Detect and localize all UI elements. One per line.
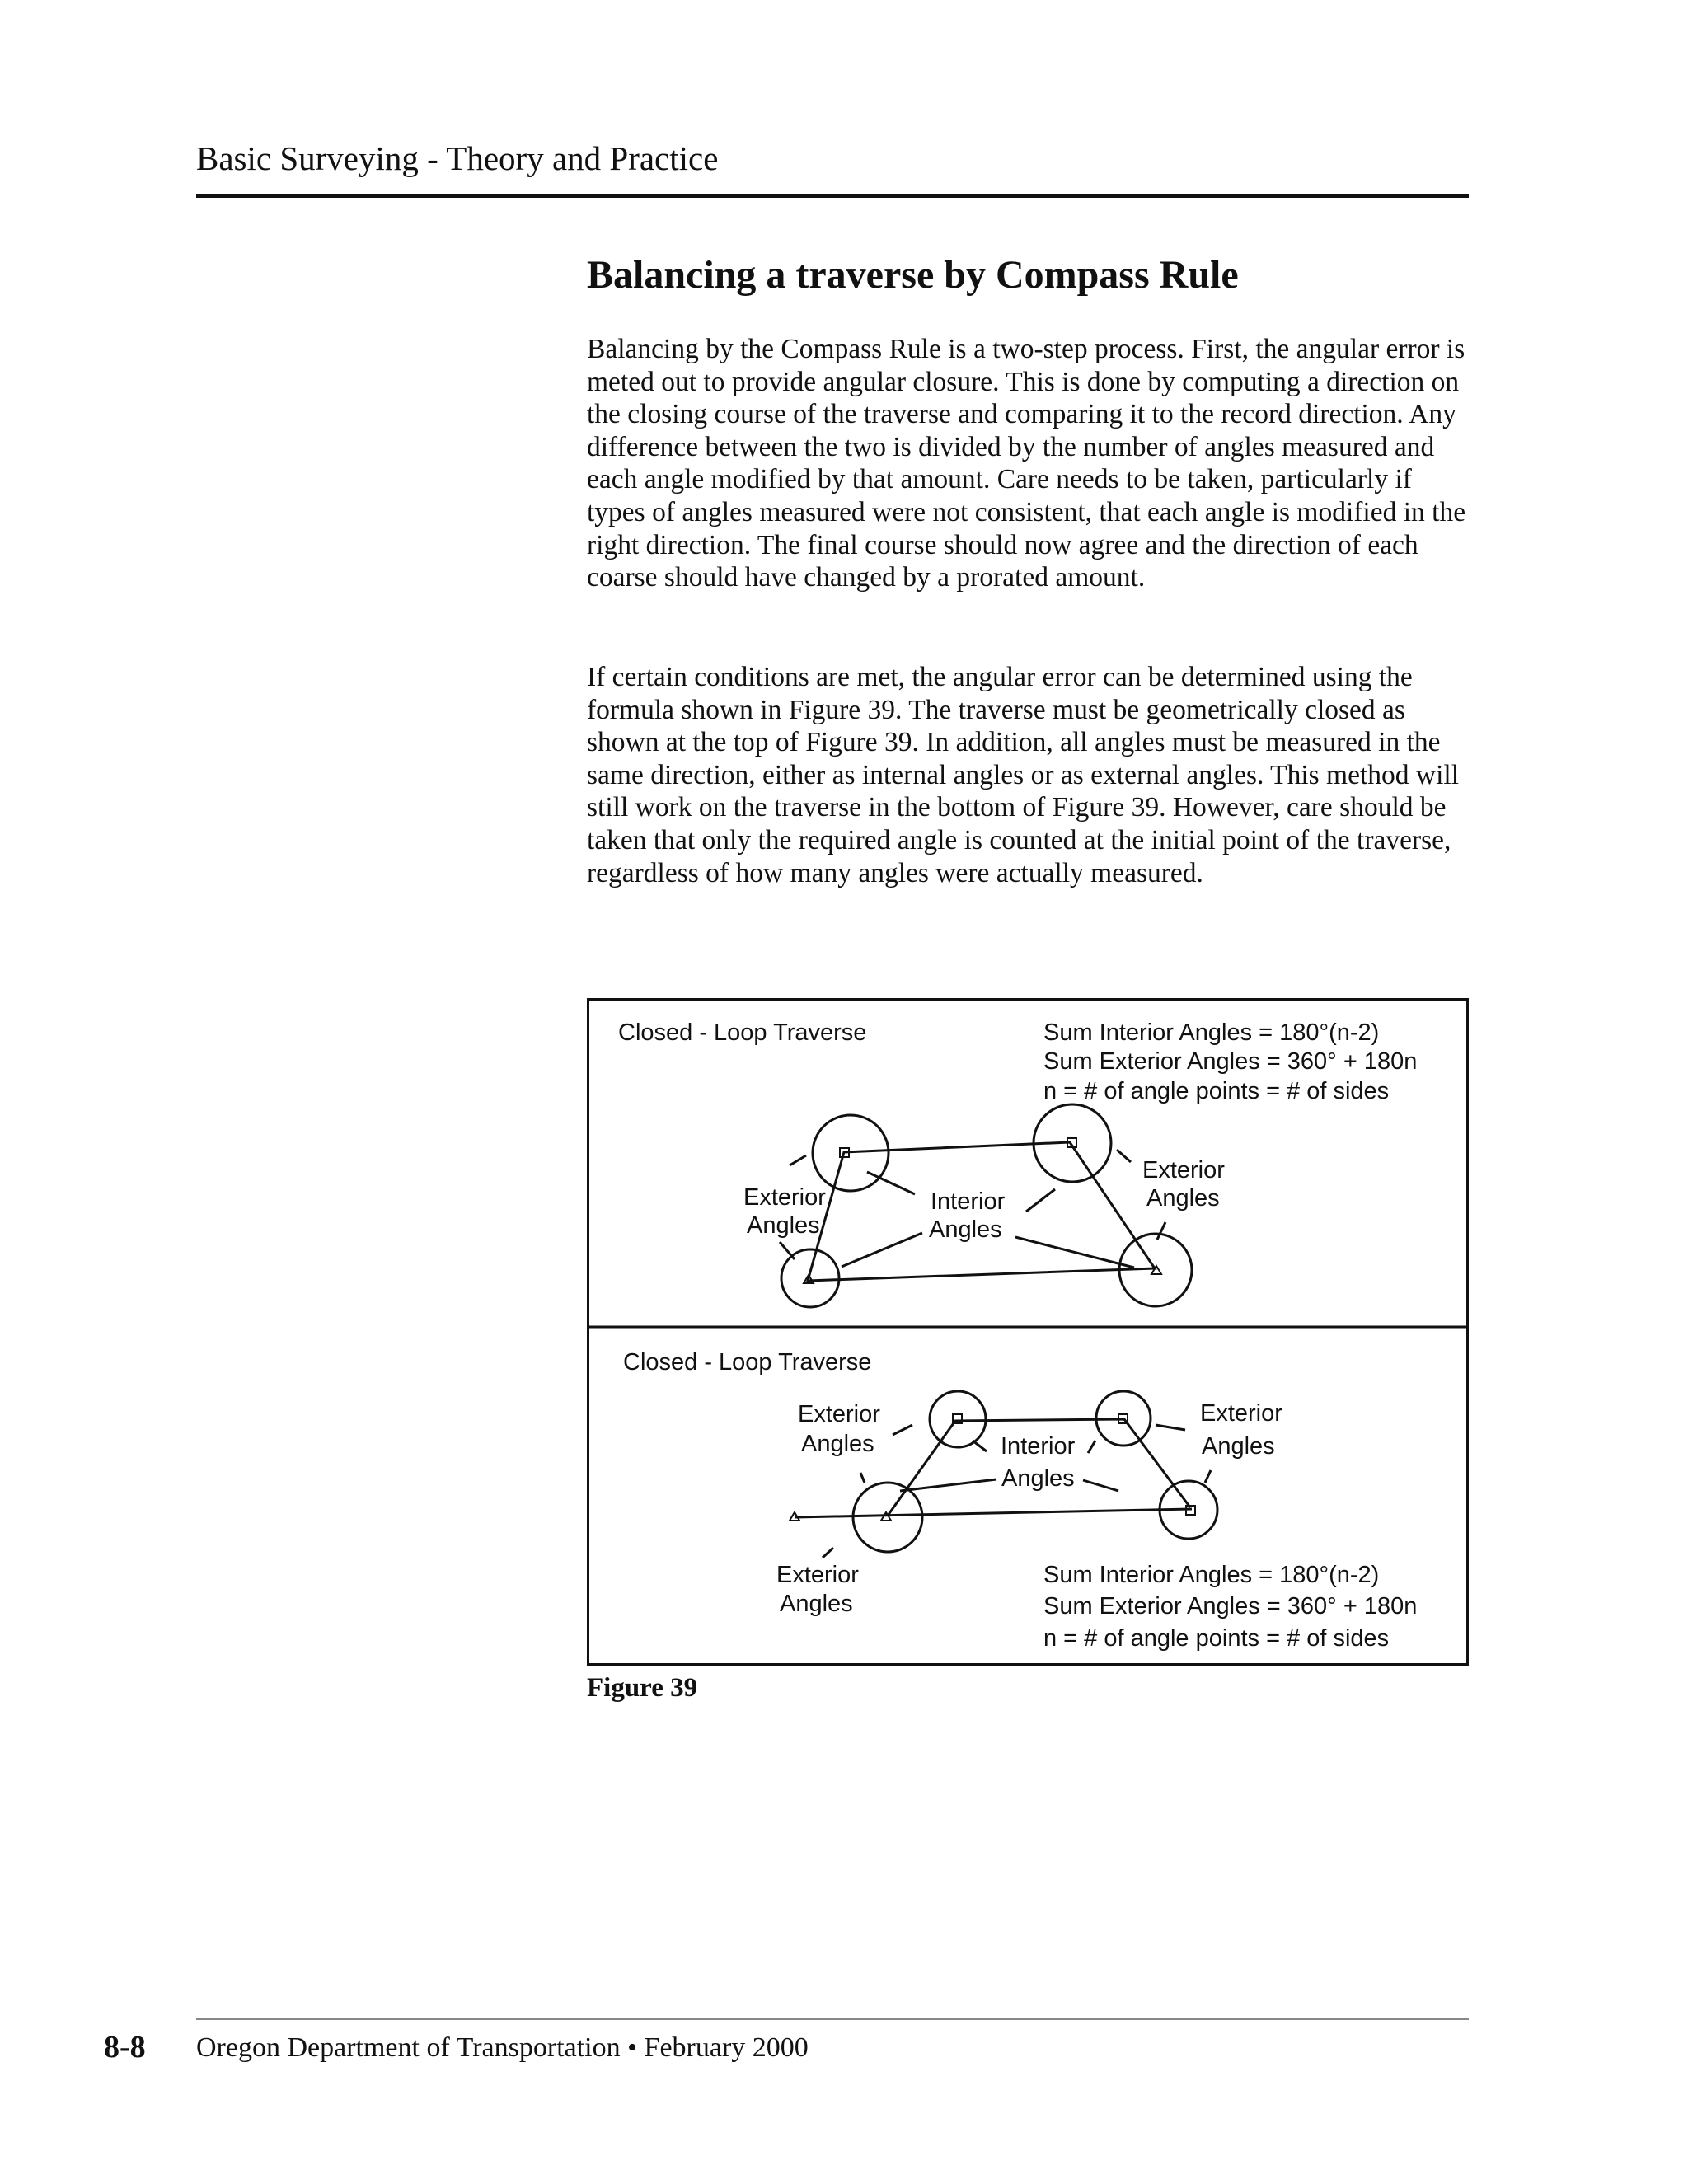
- body-paragraph-2: If certain conditions are met, the angular error can be determined using the formula shown in Figure 39. The traverse must be geometrically closed as shown at the top of Figure 39. In addition, all angles must be measured in the same direction, either as internal angles or as external angles. This method will still work on the traverse in the bottom of Figure 39. However, care should be taken that only the required angle is counted at the initial point of the traverse, regardless of how many angles were actually measured.: [587, 662, 1460, 888]
- bottom-panel-title: Closed - Loop Traverse: [623, 1349, 872, 1376]
- top-label-exterior-left-2: Angles: [747, 1212, 820, 1239]
- bottom-angle-circle-1: [930, 1391, 986, 1447]
- top-tick: [1015, 1237, 1134, 1268]
- bottom-label-exterior-top-right-1: Exterior: [1200, 1400, 1282, 1427]
- top-formula-line-3: n = # of angle points = # of sides: [1043, 1078, 1390, 1104]
- top-label-interior-1: Interior: [931, 1188, 1006, 1215]
- bottom-label-exterior-top-right-2: Angles: [1202, 1433, 1275, 1460]
- bottom-label-exterior-top-left-2: Angles: [801, 1431, 874, 1457]
- figure-caption: Figure 39: [587, 1673, 698, 1703]
- top-label-exterior-right-2: Angles: [1146, 1185, 1220, 1212]
- section-title: Balancing a traverse by Compass Rule: [587, 253, 1239, 297]
- bottom-tick: [1156, 1425, 1185, 1430]
- top-label-exterior-left-1: Exterior: [743, 1184, 826, 1211]
- bottom-tick: [1205, 1470, 1211, 1483]
- bottom-label-interior-1: Interior: [1001, 1433, 1076, 1460]
- bottom-tick: [973, 1441, 987, 1451]
- bottom-label-exterior-top-left-1: Exterior: [798, 1401, 880, 1427]
- bottom-label-interior-2: Angles: [1001, 1465, 1075, 1492]
- top-label-exterior-right-1: Exterior: [1142, 1157, 1225, 1183]
- top-tick: [1117, 1150, 1131, 1162]
- bottom-tick: [1083, 1480, 1118, 1491]
- bottom-formula-line-3: n = # of angle points = # of sides: [1043, 1625, 1390, 1652]
- top-formula-line-2: Sum Exterior Angles = 360° + 180n: [1043, 1048, 1418, 1075]
- top-tick: [780, 1242, 795, 1259]
- top-tick: [1026, 1189, 1055, 1212]
- top-label-interior-2: Angles: [929, 1216, 1002, 1243]
- bottom-tick: [823, 1548, 833, 1558]
- top-formula-line-1: Sum Interior Angles = 180°(n-2): [1043, 1019, 1380, 1046]
- bottom-formula-line-1: Sum Interior Angles = 180°(n-2): [1043, 1562, 1380, 1588]
- bottom-tick: [900, 1479, 996, 1491]
- top-panel-title: Closed - Loop Traverse: [618, 1019, 867, 1046]
- running-header: Basic Surveying - Theory and Practice: [196, 139, 719, 177]
- body-paragraph-1: Balancing by the Compass Rule is a two-step process. First, the angular error is meted out to provide angular closure. This is done by computing a direction on the closing course of the traverse and comparing it to the record direction. Any difference between the two is divided by the number of angles measured and each angle modified by that amount. Care needs to be taken, particularly if types of angles measured were not consistent, that each angle is modified in the right direction. The final course should now agree and the direction of each coarse should have changed by a prorated amount.: [587, 334, 1466, 593]
- top-tick: [1157, 1222, 1165, 1240]
- bottom-label-exterior-bottom-1: Exterior: [776, 1562, 859, 1588]
- traverse-diagram: [587, 998, 1469, 1666]
- page-number: 8-8: [104, 2030, 146, 2064]
- bottom-tick: [1088, 1441, 1095, 1453]
- bottom-tick: [860, 1473, 865, 1483]
- figure-39: [587, 998, 1469, 1666]
- bottom-label-exterior-bottom-2: Angles: [780, 1591, 853, 1617]
- bottom-formula-line-2: Sum Exterior Angles = 360° + 180n: [1043, 1593, 1418, 1619]
- top-tick: [790, 1155, 806, 1165]
- footer-text: Oregon Department of Transportation • February 2000: [196, 2032, 809, 2063]
- top-tick: [842, 1233, 922, 1267]
- footer-rule: [196, 2018, 1469, 2020]
- bottom-tick: [893, 1425, 912, 1435]
- bottom-angle-circle-3: [853, 1483, 922, 1552]
- header-rule: [196, 194, 1469, 198]
